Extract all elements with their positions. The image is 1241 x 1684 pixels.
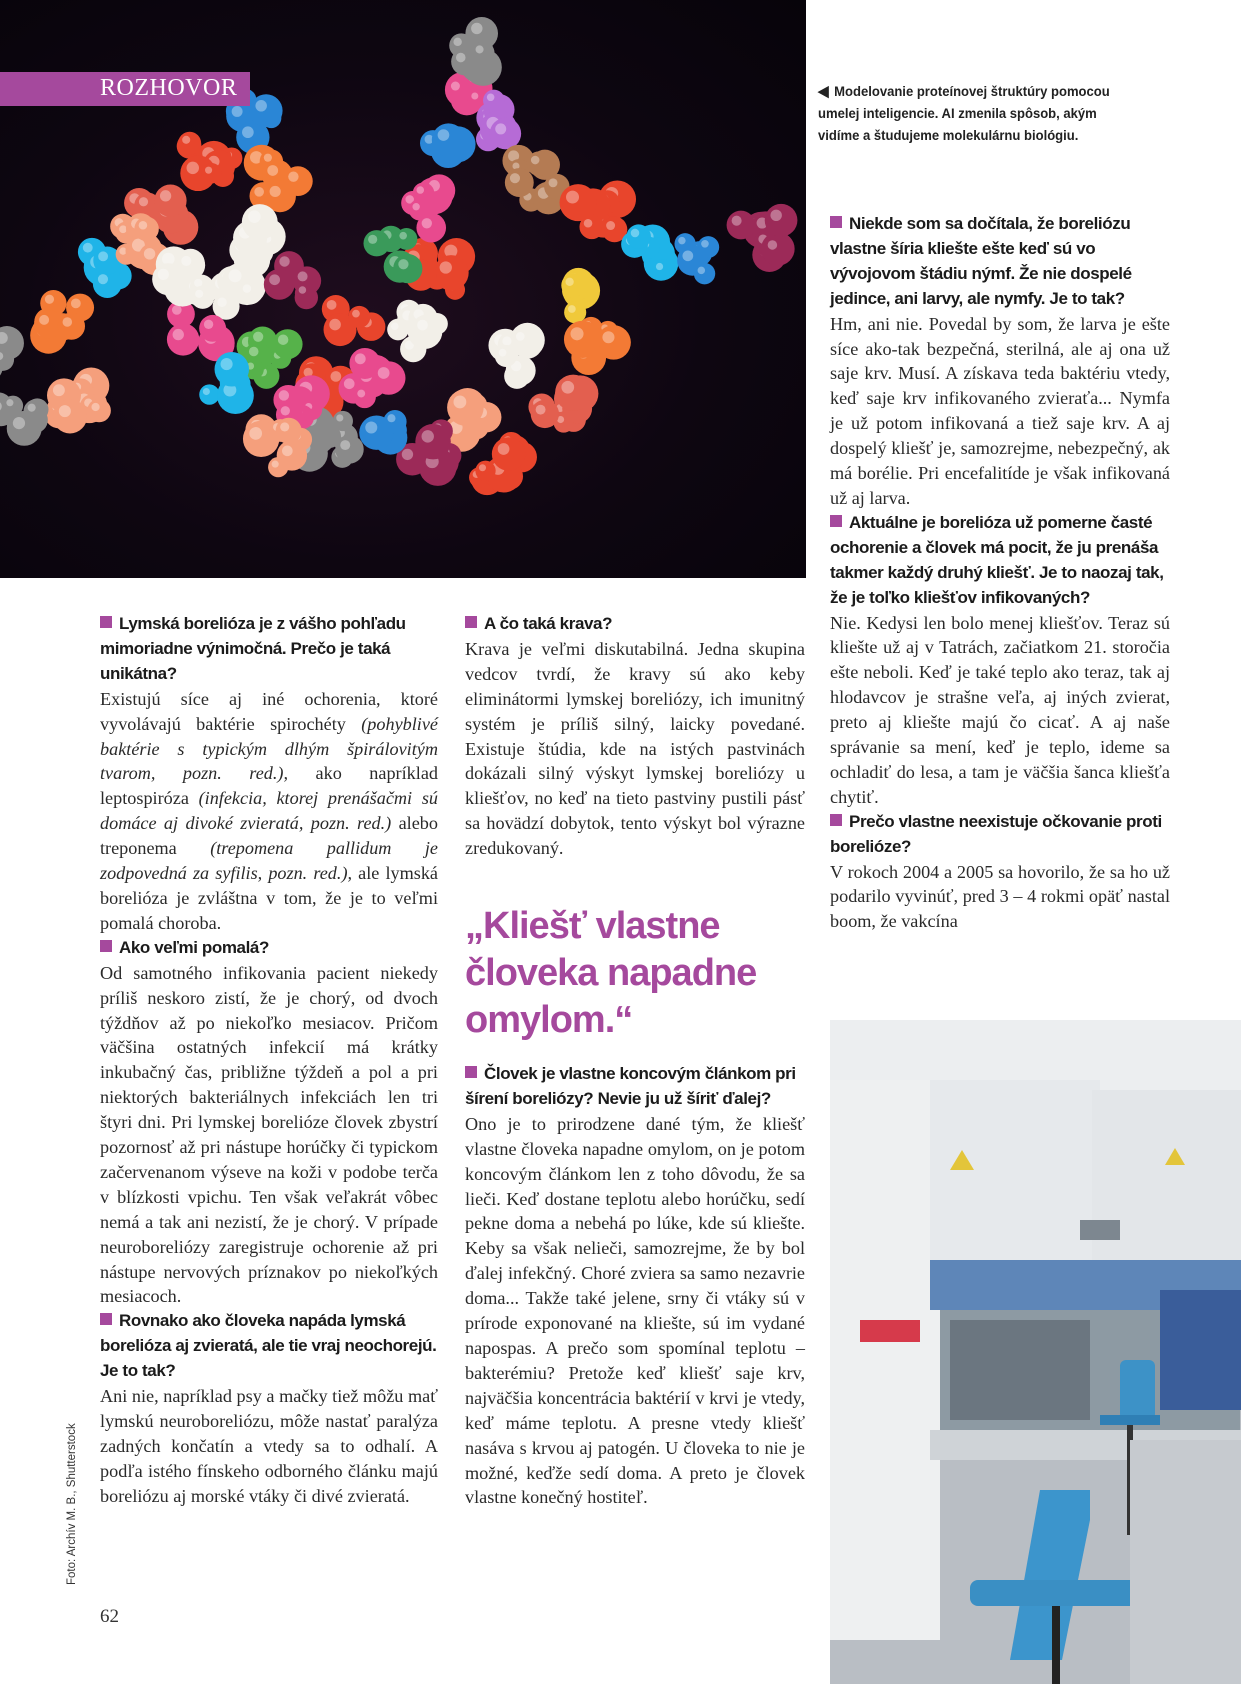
atom-highlight (299, 286, 307, 294)
question-1: Lymská borelióza je z vášho pohľadu mimoriadne výnimočná. Prečo je taká unikátna? (100, 614, 406, 683)
atom-highlight (453, 396, 466, 409)
question-3: Rovnako ako človeka napáda lymská borelióza aj zvieratá, ale tie vraj neochorejú. Je to tak? (100, 1311, 437, 1381)
atom-highlight (487, 93, 495, 101)
laboratory-photo (830, 1020, 1241, 1684)
atom-sphere (242, 204, 278, 240)
atom-highlight (221, 358, 233, 370)
atom-highlight (412, 203, 419, 210)
atom-highlight (158, 269, 169, 280)
bullet-square-icon (100, 616, 112, 628)
atom-highlight (139, 221, 148, 230)
atom-sphere (167, 323, 199, 355)
atom-highlight (270, 186, 281, 197)
atom-highlight (602, 331, 614, 343)
atom-sphere (765, 204, 798, 237)
atom-sphere (527, 151, 552, 176)
answer-5: Ono je to prirodzene dané tým, že kliešť vlastne človeka napadne omylom, on je potom koncovým článkom len z toho dôvodu, že sa lieči. Keď dostane teplotu alebo horúčku, sedí pekne doma a nebehá po lúke, kde sú kliešte. Keby sa však nelieči, samozrejme, že by bol ďalej infekčný. Choré zviera sa samo nezavrie doma... Takže také jelene, srny či vtáky sú v prírode exponované na kliešte, sú im vydané napospas. A prečo som spomínal teplotu – bakterémiu? Pretože keď kliešť saje krv, najväčšia koncentrácia baktérií v krvi je vtedy, keď máme teplotu. A presne vtedy kliešť nasáva s krvou aj patogén. U človeka to nie je možné, keďže sedí doma. A preto je človek vlastne konečný hostiteľ. (465, 1113, 805, 1508)
atom-highlight (732, 216, 742, 226)
atom-highlight (456, 53, 466, 63)
atom-highlight (280, 422, 289, 431)
atom-highlight (340, 440, 350, 450)
atom-highlight (495, 123, 506, 134)
question-7: Aktuálne je borelióza už pomerne časté ochorenie a človek má pocit, že ju prenáša takmer každý druhý kliešť. Je to naozaj tak, že je toľko kliešťov infikovaných? (830, 512, 1164, 607)
atom-highlight (28, 404, 36, 412)
atom-sphere (250, 94, 283, 127)
atom-sphere (694, 263, 715, 284)
atom-highlight (698, 267, 705, 274)
caption-text: Modelovanie proteínovej štruktúry pomocou umelej inteligencie. AI zmenila spôsob, akým vidíme a študujeme molekulárnu biológiu. (818, 84, 1110, 144)
atom-highlight (606, 221, 615, 230)
atom-highlight (471, 23, 482, 34)
answer-8: V rokoch 2004 a 2005 sa hovorilo, že sa ho už podarilo vyvinúť, pred 3 – 4 rokmi opäť nastal boom, že vakcína (830, 861, 1170, 932)
atom-highlight (476, 45, 484, 53)
atom-highlight (368, 235, 377, 244)
atom-sphere (273, 329, 303, 359)
atom-highlight (172, 305, 182, 315)
question-4: A čo taká krava? (465, 612, 805, 637)
atom-sphere (24, 400, 47, 423)
atom-highlight (160, 190, 171, 201)
photo-caption (818, 81, 1140, 147)
atom-highlight (279, 390, 289, 400)
atom-highlight (217, 298, 226, 307)
atom-highlight (6, 399, 13, 406)
atom-sphere (483, 90, 505, 112)
bullet-square-icon (830, 216, 842, 228)
pull-quote: „Kliešť vlastne človeka napadne omylom.“ (465, 905, 757, 1041)
atom-highlight (71, 298, 81, 308)
atom-highlight (279, 256, 289, 266)
atom-highlight (181, 256, 191, 266)
atom-highlight (173, 329, 184, 340)
atom-highlight (656, 263, 663, 270)
atom-highlight (438, 129, 450, 141)
bullet-square-icon (465, 616, 477, 628)
atom-highlight (119, 225, 127, 233)
atom-sphere (471, 41, 494, 64)
atom-sphere (561, 273, 585, 297)
atom-sphere (416, 213, 446, 243)
atom-sphere (531, 400, 559, 428)
section-tag (0, 72, 250, 106)
atom-highlight (584, 219, 593, 228)
atom-highlight (566, 191, 579, 204)
atom-sphere (415, 424, 451, 460)
atom-sphere (58, 312, 85, 339)
atom-sphere (596, 325, 630, 359)
atom-highlight (281, 406, 290, 415)
atom-highlight (232, 106, 243, 117)
atom-highlight (561, 381, 574, 394)
atom-sphere (505, 168, 534, 197)
atom-sphere (199, 384, 219, 404)
photo-credit: Foto: Archív M. B., Shutterstock (66, 1423, 78, 1585)
atom-sphere (333, 411, 353, 431)
atom-highlight (357, 390, 365, 398)
bullet-square-icon (830, 515, 842, 527)
column-1 (100, 612, 438, 1509)
atom-sphere (87, 399, 111, 423)
atom-highlight (549, 178, 558, 187)
atom-sphere (413, 182, 435, 204)
atom-highlight (331, 371, 342, 382)
answer-1: Existujú síce aj iné ochorenia, ktoré vyvolávajú baktérie spirochéty (pohyblivé baktérie s typickým dlhým špirálovitým tvarom, pozn. red.), ako napríklad leptospiróza (infekcia, ktorej prenášačmi sú domáce aj divoké zvieratá, pozn. red.) alebo treponema (trepomena pallidum je zodpovedná za syfilis, pozn. red.), ale lymská borelióza je zvláštna v tom, že je to veľmi pomalá choroba. (100, 688, 438, 933)
atom-highlight (59, 405, 71, 417)
atom-sphere (396, 228, 418, 250)
atom-highlight (498, 443, 510, 455)
bullet-square-icon (100, 1313, 112, 1325)
atom-highlight (248, 210, 261, 223)
atom-highlight (768, 240, 777, 249)
atom-highlight (139, 197, 148, 206)
atom-sphere (447, 389, 484, 426)
question-6: Niekde som sa dočítala, že boreliózu vlastne šíria kliešte ešte keď sú vo vývojovom štádiu nýmf. Že nie dospelé jedince, ani larvy, ale nymfy. Je to tak? (830, 214, 1132, 308)
atom-highlight (344, 378, 355, 389)
atom-highlight (570, 327, 583, 340)
atom-highlight (355, 353, 366, 364)
atom-sphere (393, 254, 422, 283)
atom-highlight (365, 421, 377, 433)
atom-sphere (199, 315, 226, 342)
atom-highlight (91, 403, 99, 411)
atom-highlight (249, 347, 259, 357)
answer-4: Krava je veľmi diskutabilná. Jedna skupina vedcov tvrdí, že kravy sú ako keby eliminátormi lymskej boreliózy, ich imunitný systém je príliš silný, laicky povedané. Existuje štúdia, kde na istých pastvinách dokázali silný výskyt lymskej boreliózy u kliešťov, no keď na tieto pastviny pustili pásť sa hovädzí dobytok, tento výskyt bol výrazne zredukovaný. (465, 638, 805, 859)
atom-sphere (512, 328, 537, 353)
atom-sphere (348, 306, 370, 328)
atom-sphere (335, 435, 363, 463)
atom-highlight (195, 290, 203, 298)
atom-highlight (391, 322, 399, 330)
atom-highlight (453, 38, 461, 46)
atom-highlight (255, 100, 267, 112)
caption-arrow-icon: ◀ (818, 83, 829, 100)
atom-highlight (272, 461, 279, 468)
atom-sphere (495, 345, 517, 367)
atom-sphere (353, 386, 376, 409)
atom-sphere (295, 282, 317, 304)
atom-highlight (678, 237, 685, 244)
atom-sphere (215, 352, 250, 387)
atom-highlight (249, 427, 262, 440)
question-5: Človek je vlastne koncovým článkom pri šírení boreliózy? Nevie ju už šíriť ďalej? (465, 1064, 796, 1108)
atom-sphere (432, 123, 465, 156)
atom-highlight (770, 210, 781, 221)
atom-highlight (682, 250, 693, 261)
atom-highlight (182, 136, 190, 144)
atom-highlight (422, 430, 434, 442)
atom-sphere (652, 259, 673, 280)
atom-sphere (433, 255, 468, 290)
atom-highlight (242, 126, 254, 138)
atom-highlight (502, 336, 511, 345)
column-2-top (465, 612, 805, 861)
atom-highlight (254, 187, 264, 197)
column-2-bottom (465, 1062, 805, 1510)
atom-highlight (568, 305, 576, 313)
atom-sphere (412, 314, 443, 345)
atom-sphere (383, 410, 406, 433)
atom-highlight (398, 259, 408, 269)
atom-highlight (187, 162, 199, 174)
atom-highlight (267, 165, 278, 176)
atom-highlight (13, 417, 25, 429)
atom-highlight (479, 464, 486, 471)
atom-highlight (536, 405, 546, 415)
atom-highlight (399, 232, 407, 240)
atom-highlight (402, 449, 413, 460)
atom-highlight (253, 332, 263, 342)
atom-sphere (555, 375, 591, 411)
atom-highlight (83, 243, 93, 253)
atom-highlight (45, 295, 54, 304)
question-2: Ako veľmi pomalá? (100, 936, 438, 961)
column-3 (830, 212, 1170, 934)
atom-sphere (763, 235, 790, 262)
atom-highlight (229, 269, 242, 282)
atom-highlight (98, 274, 108, 284)
atom-sphere (154, 184, 186, 216)
atom-highlight (98, 251, 108, 261)
atom-sphere (178, 132, 201, 155)
atom-highlight (378, 367, 390, 379)
atom-highlight (352, 310, 360, 318)
atom-highlight (53, 384, 65, 396)
atom-highlight (516, 332, 525, 341)
page-number: 62 (100, 1606, 119, 1627)
atom-sphere (152, 263, 184, 295)
atom-highlight (204, 320, 213, 329)
atom-highlight (264, 154, 272, 162)
atom-highlight (387, 414, 395, 422)
atom-highlight (298, 271, 308, 281)
atom-highlight (243, 284, 251, 292)
atom-highlight (205, 167, 212, 174)
atom-highlight (288, 171, 298, 181)
atom-highlight (422, 218, 432, 228)
atom-sphere (372, 361, 406, 395)
atom-highlight (701, 240, 709, 248)
atom-highlight (499, 349, 507, 357)
atom-highlight (269, 274, 280, 285)
atom-sphere (564, 321, 601, 358)
atom-highlight (510, 173, 520, 183)
atom-sphere (134, 217, 158, 241)
atom-highlight (327, 300, 337, 310)
atom-sphere (3, 396, 23, 416)
answer-6: Hm, ani nie. Povedal by som, že larva je ešte síce ako-tak bezpečná, sterilná, ale aj ona už saje krv. Musí. A získava teda baktériu vtedy, keď saje krv infikovaného zvieraťa... Nymfa je už potom infikovaná a tiež saje krv. A aj dospelý kliešť je, samozrejme, nebezpečný, ak má borélie. Pri encefalitíde je však infikovaná už aj larva. (830, 313, 1170, 508)
atom-highlight (417, 320, 428, 331)
atom-highlight (451, 82, 460, 91)
bullet-square-icon (830, 814, 842, 826)
atom-highlight (39, 315, 49, 325)
section-tag-label: ROZHOVOR (100, 75, 238, 101)
atom-sphere (490, 118, 521, 149)
question-8: Prečo vlastne neexistuje očkovanie proti borelióze? (830, 811, 1162, 856)
atom-highlight (203, 388, 210, 395)
atom-highlight (144, 248, 155, 259)
atom-sphere (475, 461, 495, 481)
bullet-square-icon (100, 940, 112, 952)
atom-sphere (727, 211, 756, 240)
atom-sphere (387, 319, 409, 341)
atom-highlight (63, 317, 73, 327)
atom-highlight (282, 446, 293, 457)
atom-highlight (565, 278, 573, 286)
atom-highlight (471, 92, 478, 99)
atom-highlight (416, 186, 424, 194)
atom-sphere (53, 399, 87, 433)
atom-highlight (531, 156, 540, 165)
answer-3: Ani nie, napríklad psy a mačky tiež môžu mať lymskú neuroboreliózu, môže nastať paralýza zadných končatín a vtedy sa to odhalí. A podľa istého fínskeho odborného článku majú boreliózu aj morské vtáky či divé zvieratá. (100, 1386, 438, 1506)
bullet-square-icon (465, 1066, 477, 1078)
atom-sphere (564, 301, 586, 323)
atom-sphere (201, 163, 221, 183)
atom-sphere (492, 437, 526, 471)
atom-sphere (238, 280, 262, 304)
atom-highlight (631, 229, 640, 238)
atom-sphere (363, 230, 389, 256)
atom-sphere (276, 418, 302, 444)
atom-sphere (560, 184, 597, 221)
answer-2: Od samotného infikovania pacient niekedy príliš neskoro zistí, že je chorý, od dvoch týždňov až po niekoľko mesiacov. Pričom väčšina ostatných infekcií má krátky inkubačný čas, približne týždeň a pol a pri niektorých bakteriálnych infekciách len tri štyri dni. Pri lymskej borelióze človek zbystrí pozornosť až pri nástupe horúčky či typickom začervenanom výseve na koži v podobe terča v blízkosti vpichu. Ten však veľakrát vôbec nemá a tak ani nezistí, že je chorý. V prípade neuroboreliózy zaregistruje ochorenie až pri nástupe nervových príznakov po niekoľkých mesiacoch. (100, 962, 438, 1307)
atom-highlight (278, 334, 288, 344)
atom-highlight (336, 414, 343, 421)
atom-sphere (626, 224, 651, 249)
atom-highlight (329, 319, 341, 331)
atom-sphere (446, 77, 472, 103)
atom-sphere (264, 269, 295, 300)
answer-7: Nie. Kedysi len bolo menej kliešťov. Teraz sú kliešte už aj v Tatrách, začiatkom 21. storočia ešte neboli. Keď je také teplo ako teraz, tak aj hlodavcov je strašne veľa, aj iných zvierat, preto aj kliešte majú čo cicať. A aj naše správanie sa mení, keď je teplo, ideme sa ochladiť do lesa, a tam je väčšia šanca kliešťa chytiť. (830, 612, 1170, 807)
atom-sphere (191, 286, 214, 309)
atom-highlight (440, 261, 452, 273)
